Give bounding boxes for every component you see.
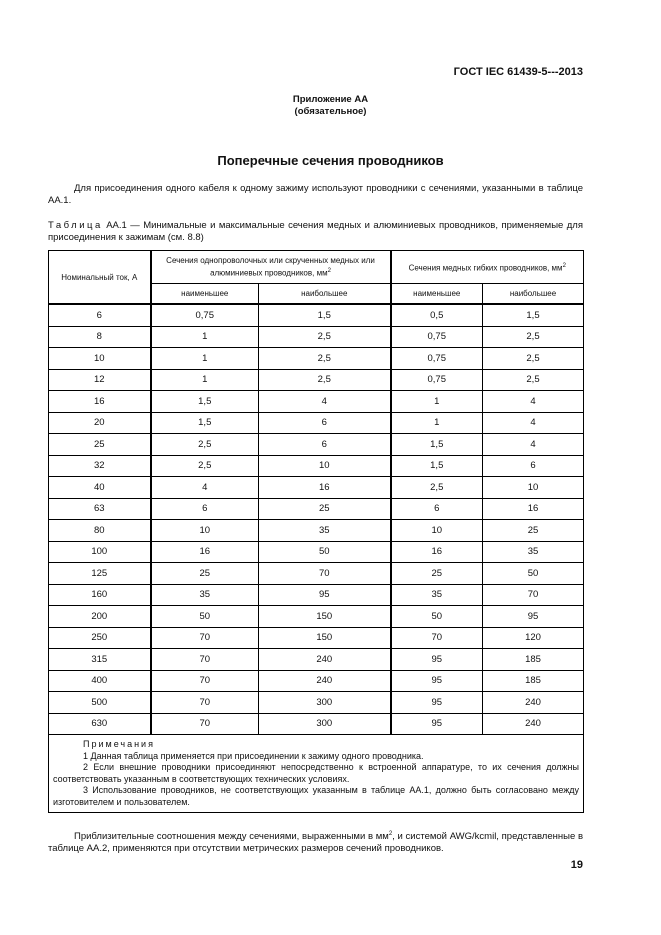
cell-flex-min: 16 [391, 541, 483, 563]
cell-flex-min: 1 [391, 412, 483, 434]
page-number: 19 [570, 859, 583, 871]
table-row [49, 692, 584, 714]
header-min-1: наименьшее [151, 284, 259, 305]
cell-flex-max: 2,5 [483, 369, 584, 391]
cell-solid-max: 2,5 [259, 326, 391, 348]
table-row [49, 326, 584, 348]
cell-flex-max: 70 [483, 584, 584, 606]
header-flexible-text: Сечения медных гибких проводников, мм [408, 263, 563, 273]
cell-current: 63 [49, 498, 151, 520]
appendix-name: Приложение АА [292, 94, 369, 105]
cell-flex-min: 1 [391, 391, 483, 413]
cell-solid-min: 0,75 [151, 304, 259, 326]
cell-flex-max: 1,5 [483, 304, 584, 326]
cell-current: 8 [49, 326, 151, 348]
cell-flex-min: 1,5 [391, 455, 483, 477]
cell-flex-min: 0,75 [391, 369, 483, 391]
conductor-section-table [48, 250, 584, 813]
header-flexible-sup: 2 [562, 262, 566, 269]
cell-current: 6 [49, 304, 151, 326]
note-3: 3 Использование проводников, не соответствующих указанным в таблице АА.1, должно быть согласовано между изготовителем и пользователем. [53, 785, 579, 807]
cell-solid-max: 150 [259, 627, 391, 649]
table-row [49, 627, 584, 649]
cell-solid-min: 1 [151, 369, 259, 391]
cell-flex-min: 50 [391, 606, 483, 628]
table-row [49, 649, 584, 671]
cell-current: 160 [49, 584, 151, 606]
header-solid-stranded [151, 251, 391, 284]
outro-text-before: Приблизительные соотношения между сечениями, выраженными в мм [74, 831, 389, 843]
standard-designation: ГОСТ IEC 61439-5---2013 [453, 66, 583, 78]
cell-solid-min: 1,5 [151, 412, 259, 434]
table-row [49, 348, 584, 370]
cell-solid-max: 70 [259, 563, 391, 585]
appendix-heading [0, 94, 661, 118]
cell-solid-max: 300 [259, 692, 391, 714]
cell-solid-max: 300 [259, 713, 391, 735]
table-row [49, 369, 584, 391]
cell-flex-max: 95 [483, 606, 584, 628]
cell-current: 400 [49, 670, 151, 692]
cell-flex-max: 50 [483, 563, 584, 585]
cell-solid-max: 16 [259, 477, 391, 499]
cell-solid-max: 25 [259, 498, 391, 520]
cell-solid-min: 6 [151, 498, 259, 520]
table-row [49, 455, 584, 477]
cell-current: 20 [49, 412, 151, 434]
header-flexible [391, 251, 584, 284]
cell-solid-min: 1 [151, 348, 259, 370]
cell-flex-min: 10 [391, 520, 483, 542]
table-row [49, 670, 584, 692]
cell-flex-min: 0,75 [391, 326, 483, 348]
cell-flex-max: 120 [483, 627, 584, 649]
intro-paragraph: Для присоединения одного кабеля к одному зажиму используют проводники с сечениями, указанными в таблице АА.1. [48, 183, 583, 206]
cell-flex-min: 95 [391, 692, 483, 714]
cell-flex-min: 95 [391, 649, 483, 671]
header-rated-current: Номинальный ток, А [49, 251, 151, 305]
cell-solid-max: 2,5 [259, 348, 391, 370]
appendix-status: (обязательное) [294, 106, 367, 117]
cell-current: 32 [49, 455, 151, 477]
header-max-2: наибольшее [483, 284, 584, 305]
header-solid-stranded-text: Сечения однопроволочных или скрученных медных или алюминиевых проводников, мм [166, 256, 375, 278]
cell-solid-min: 2,5 [151, 434, 259, 456]
cell-flex-min: 95 [391, 670, 483, 692]
cell-solid-max: 10 [259, 455, 391, 477]
cell-solid-min: 10 [151, 520, 259, 542]
cell-current: 200 [49, 606, 151, 628]
cell-current: 25 [49, 434, 151, 456]
table-row [49, 391, 584, 413]
table-body [49, 304, 584, 735]
table-caption [48, 220, 583, 244]
notes-heading: Примечания [83, 739, 155, 749]
cell-flex-max: 185 [483, 670, 584, 692]
cell-solid-min: 70 [151, 627, 259, 649]
cell-solid-max: 240 [259, 649, 391, 671]
table-row [49, 498, 584, 520]
cell-flex-min: 35 [391, 584, 483, 606]
cell-solid-min: 16 [151, 541, 259, 563]
cell-current: 80 [49, 520, 151, 542]
cell-current: 315 [49, 649, 151, 671]
cell-solid-min: 70 [151, 649, 259, 671]
table-caption-text: АА.1 — Минимальные и максимальные сечения медных и алюминиевых проводников, применяемые для присоединения к зажимам (см. 8.8) [48, 220, 583, 243]
table-row [49, 584, 584, 606]
cell-current: 250 [49, 627, 151, 649]
cell-current: 630 [49, 713, 151, 735]
cell-flex-max: 25 [483, 520, 584, 542]
cell-solid-max: 240 [259, 670, 391, 692]
cell-current: 16 [49, 391, 151, 413]
header-max-1: наибольшее [259, 284, 391, 305]
table-row [49, 304, 584, 326]
header-solid-stranded-sup: 2 [327, 268, 331, 275]
cell-solid-max: 1,5 [259, 304, 391, 326]
cell-flex-max: 2,5 [483, 326, 584, 348]
cell-current: 100 [49, 541, 151, 563]
cell-flex-max: 35 [483, 541, 584, 563]
cell-solid-max: 2,5 [259, 369, 391, 391]
cell-solid-max: 4 [259, 391, 391, 413]
note-2: 2 Если внешние проводники присоединяют непосредственно к встроенной аппаратуре, то их сечения должны соответствовать указанным в соответствующих технических условиях. [53, 762, 579, 784]
cell-solid-min: 50 [151, 606, 259, 628]
cell-solid-max: 35 [259, 520, 391, 542]
cell-flex-min: 0,75 [391, 348, 483, 370]
table-row [49, 563, 584, 585]
table-caption-label: Таблица [48, 220, 103, 231]
table-row [49, 541, 584, 563]
cell-solid-min: 1 [151, 326, 259, 348]
cell-solid-min: 70 [151, 713, 259, 735]
cell-flex-max: 185 [483, 649, 584, 671]
outro-sup: 2 [388, 831, 393, 837]
cell-current: 40 [49, 477, 151, 499]
cell-solid-min: 35 [151, 584, 259, 606]
page-title: Поперечные сечения проводников [217, 153, 444, 168]
cell-flex-min: 25 [391, 563, 483, 585]
note-1: 1 Данная таблица применяется при присоединении к зажиму одного проводника. [83, 750, 424, 761]
cell-solid-max: 150 [259, 606, 391, 628]
table-row [49, 412, 584, 434]
cell-flex-max: 6 [483, 455, 584, 477]
outro-paragraph [48, 828, 583, 855]
cell-flex-max: 2,5 [483, 348, 584, 370]
cell-flex-max: 240 [483, 692, 584, 714]
cell-solid-max: 6 [259, 434, 391, 456]
cell-current: 10 [49, 348, 151, 370]
cell-flex-max: 240 [483, 713, 584, 735]
cell-solid-min: 1,5 [151, 391, 259, 413]
table-row [49, 520, 584, 542]
cell-flex-max: 16 [483, 498, 584, 520]
table-row [49, 434, 584, 456]
outro-text-after: , и системой AWG/kcmil, представленные в таблице АА.2, применяются при отсутствии метрических размеров сечений проводников. [48, 831, 584, 855]
cell-solid-min: 2,5 [151, 455, 259, 477]
cell-current: 125 [49, 563, 151, 585]
cell-flex-min: 70 [391, 627, 483, 649]
cell-solid-max: 6 [259, 412, 391, 434]
table-row [49, 477, 584, 499]
cell-solid-min: 25 [151, 563, 259, 585]
cell-current: 500 [49, 692, 151, 714]
cell-flex-min: 1,5 [391, 434, 483, 456]
cell-flex-max: 4 [483, 391, 584, 413]
table-row [49, 606, 584, 628]
cell-current: 12 [49, 369, 151, 391]
cell-solid-min: 70 [151, 670, 259, 692]
cell-solid-min: 70 [151, 692, 259, 714]
cell-solid-max: 50 [259, 541, 391, 563]
cell-solid-max: 95 [259, 584, 391, 606]
cell-flex-max: 10 [483, 477, 584, 499]
cell-flex-min: 95 [391, 713, 483, 735]
cell-flex-min: 2,5 [391, 477, 483, 499]
cell-flex-min: 6 [391, 498, 483, 520]
cell-flex-max: 4 [483, 434, 584, 456]
header-min-2: наименьшее [391, 284, 483, 305]
table-row [49, 713, 584, 735]
table-notes [49, 735, 584, 813]
cell-solid-min: 4 [151, 477, 259, 499]
cell-flex-min: 0,5 [391, 304, 483, 326]
cell-flex-max: 4 [483, 412, 584, 434]
